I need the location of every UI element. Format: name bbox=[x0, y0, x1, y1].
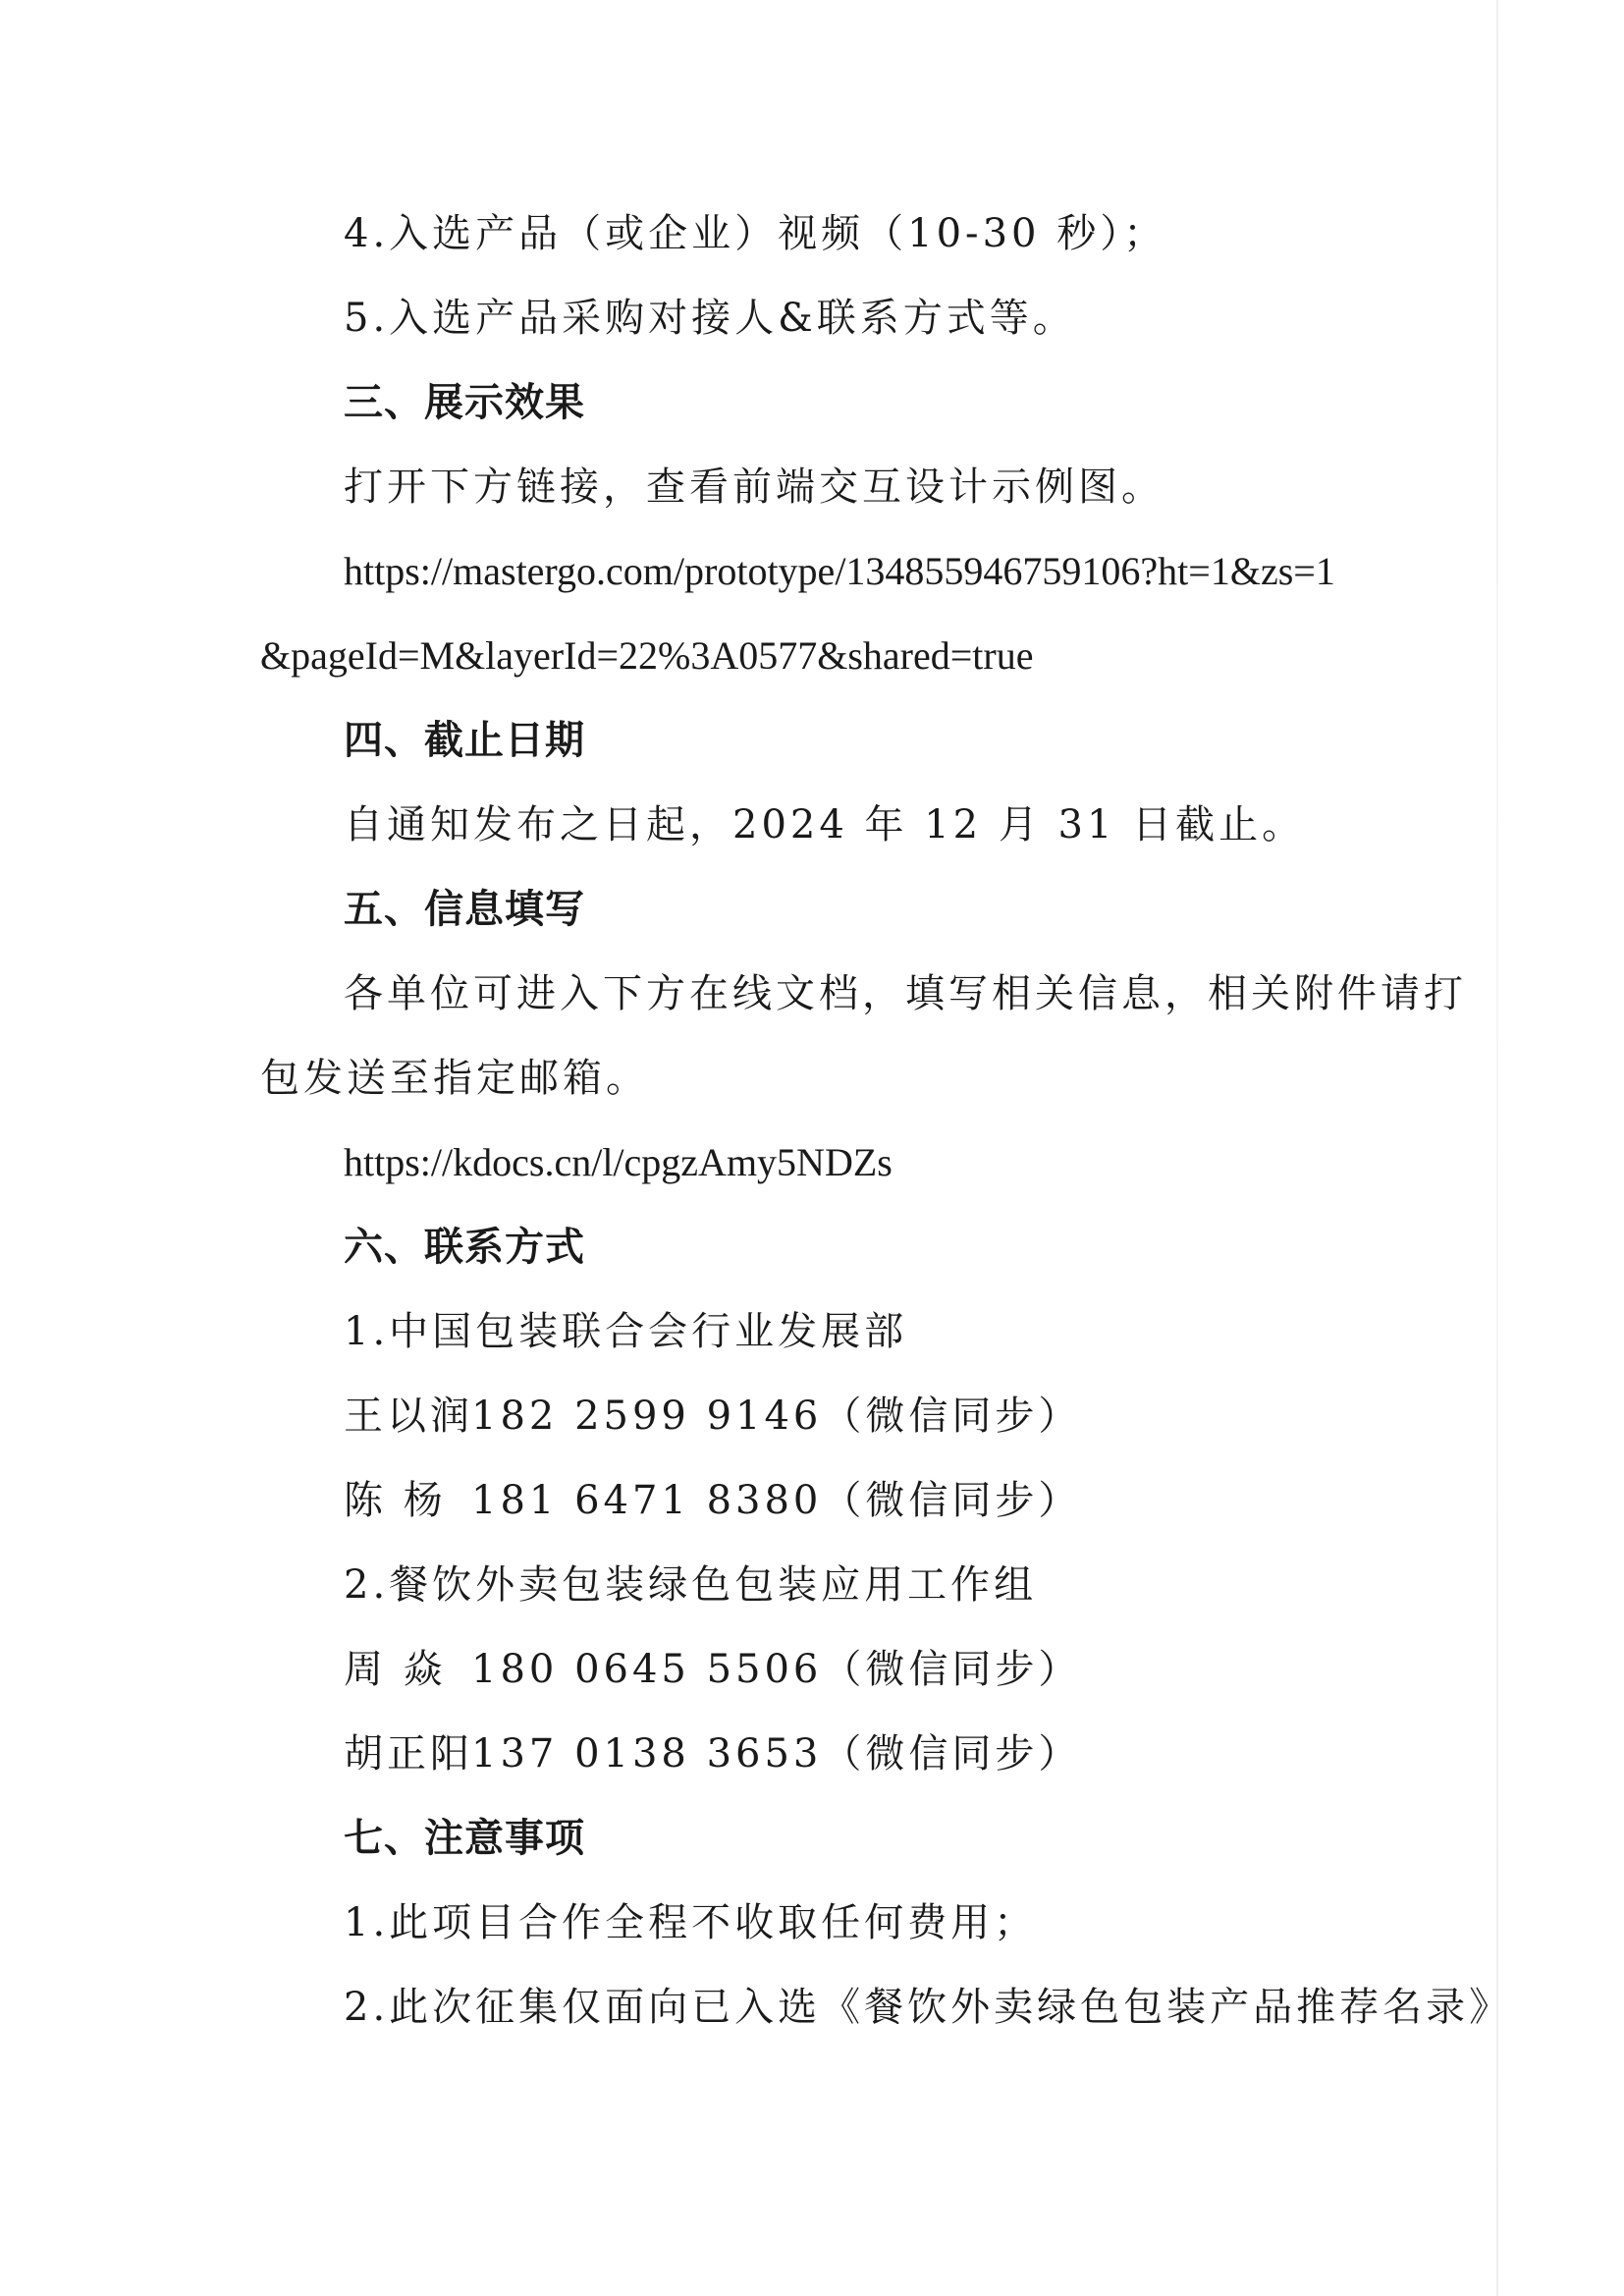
scan-edge bbox=[1496, 0, 1498, 2296]
section-text-display: 打开下方链接，查看前端交互设计示例图。 bbox=[344, 465, 1164, 510]
list-item-4: 4.入选产品（或企业）视频（10-30 秒）； bbox=[344, 211, 1167, 256]
contact-name: 王以润 bbox=[344, 1394, 473, 1439]
contact-name: 周 焱 bbox=[344, 1647, 447, 1692]
section-heading-info: 五、信息填写 bbox=[344, 887, 585, 932]
contact-row bbox=[344, 1478, 1082, 1523]
contact-org-2: 2.餐饮外卖包装绿色包装应用工作组 bbox=[344, 1562, 1038, 1608]
section-heading-deadline: 四、截止日期 bbox=[344, 718, 585, 763]
contact-row bbox=[344, 1647, 1082, 1692]
contact-row bbox=[344, 1394, 1082, 1439]
contact-phone: 181 6471 8380（微信同步） bbox=[471, 1478, 1082, 1523]
prototype-link-line1[interactable]: https://mastergo.com/prototype/134855946759106?ht=1&zs=1 bbox=[344, 549, 1335, 593]
section-heading-contact: 六、联系方式 bbox=[344, 1225, 585, 1270]
kdocs-link[interactable]: https://kdocs.cn/l/cpgzAmy5NDZs bbox=[344, 1140, 893, 1184]
list-item-5: 5.入选产品采购对接人&联系方式等。 bbox=[344, 296, 1076, 341]
contact-org-1: 1.中国包装联合会行业发展部 bbox=[344, 1309, 908, 1354]
contact-phone: 182 2599 9146（微信同步） bbox=[471, 1394, 1082, 1439]
section-heading-notes: 七、注意事项 bbox=[344, 1816, 585, 1861]
prototype-link-line2[interactable]: &pageId=M&layerId=22%3A0577&shared=true bbox=[260, 633, 1034, 678]
section-text-info-line2: 包发送至指定邮箱。 bbox=[260, 1056, 649, 1101]
note-item-1: 1.此项目合作全程不收取任何费用； bbox=[344, 1900, 1038, 1945]
section-heading-display: 三、展示效果 bbox=[344, 380, 585, 425]
section-text-deadline: 自通知发布之日起，2024 年 12 月 31 日截止。 bbox=[344, 802, 1306, 847]
contact-phone: 137 0138 3653（微信同步） bbox=[471, 1731, 1082, 1777]
contact-phone: 180 0645 5506（微信同步） bbox=[471, 1647, 1082, 1692]
note-item-2: 2.此次征集仅面向已入选《餐饮外卖绿色包装产品推荐名录》 bbox=[344, 1985, 1513, 2030]
section-text-info-line1: 各单位可进入下方在线文档，填写相关信息，相关附件请打 bbox=[344, 971, 1467, 1016]
contact-row bbox=[344, 1731, 1082, 1777]
contact-name: 胡正阳 bbox=[344, 1731, 473, 1777]
contact-name: 陈 杨 bbox=[344, 1478, 447, 1523]
